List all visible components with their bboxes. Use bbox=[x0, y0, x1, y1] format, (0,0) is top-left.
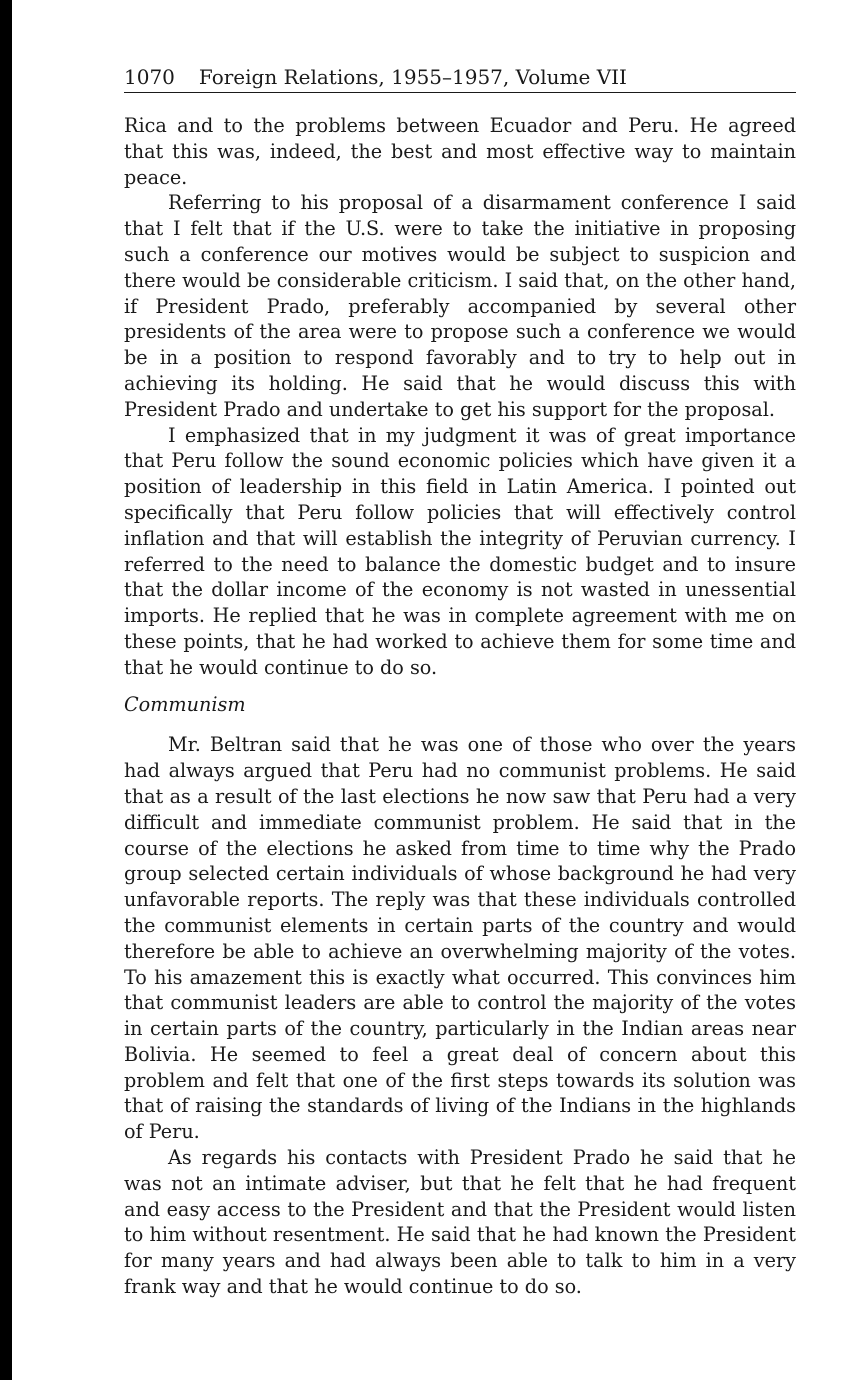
page-number: 1070 bbox=[124, 65, 175, 89]
paragraph-president-prado: As regards his contacts with President Prado he said that he was not an intimate adviser, but that he felt that he had frequent and easy access to the President and that the President would listen to him without resentment. He said that he had known the President for many years and had always been able to talk to him in a very frank way and that he would continue to do so. bbox=[124, 1146, 796, 1299]
running-header bbox=[124, 62, 796, 93]
running-title: Foreign Relations, 1955–1957, Volume VII bbox=[198, 65, 627, 89]
body-text bbox=[124, 113, 796, 1300]
paragraph-economic-policy: I emphasized that in my judgment it was of great importance that Peru follow the sound economic policies which have given it a position of leadership in this field in Latin America. I pointed out specifically that Peru follow policies that will effectively control inflation and that will establish the integrity of Peruvian currency. I referred to the need to balance the domestic budget and to insure that the dollar income of the economy is not wasted in unessential imports. He replied that he was in complete agreement with me on these points, that he had worked to achieve them for some time and that he would continue to do so. bbox=[124, 423, 796, 679]
scan-edge bbox=[0, 0, 12, 1380]
section-heading-communism: Communism bbox=[124, 692, 246, 716]
paragraph-continuation: Rica and to the problems between Ecuador and Peru. He agreed that this was, indeed, the best and most effective way to maintain peace. bbox=[124, 114, 796, 189]
paragraph-disarmament: Referring to his proposal of a disarmament conference I said that I felt that if the U.S. were to take the initiative in proposing such a conference our motives would be subject to suspicion and there would be considerable criticism. I said that, on the other hand, if President Prado, preferably accompanied by several other presidents of the area were to propose such a conference we would be in a position to respond favorably and to try to help out in achieving its holding. He said that he would discuss this with President Prado and undertake to get his support for the proposal. bbox=[124, 191, 796, 421]
paragraph-communist-problem: Mr. Beltran said that he was one of those who over the years had always argued that Peru had no communist problems. He said that as a result of the last elections he now saw that Peru had a very difficult and immediate communist problem. He said that in the course of the elections he asked from time to time why the Prado group selected certain individuals of whose background he had very unfavorable reports. The reply was that these individuals controlled the communist elements in certain parts of the country and would therefore be able to achieve an overwhelming majority of the votes. To his amazement this is exactly what occurred. This convinces him that communist leaders are able to control the majority of the votes in certain parts of the country, particularly in the Indian areas near Bolivia. He seemed to feel a great deal of concern about this problem and felt that one of the first steps towards its solution was that of raising the standards of living of the Indians in the highlands of Peru. bbox=[124, 733, 796, 1144]
